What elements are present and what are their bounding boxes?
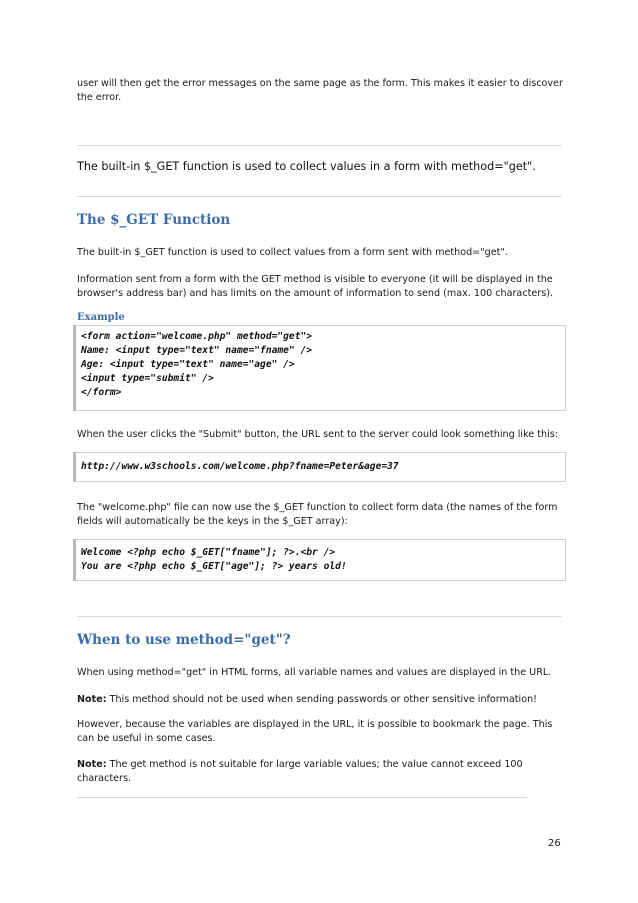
divider xyxy=(77,616,562,617)
code-line: </form> xyxy=(81,387,122,398)
intro-paragraph: user will then get the error messages on the same page as the form. This makes it easier to discover the error. xyxy=(77,78,563,103)
callout-text: The built-in $_GET function is used to collect values in a form with method="get". xyxy=(77,160,536,173)
paragraph: When using method="get" in HTML forms, all variable names and values are displayed in the URL. xyxy=(77,667,552,678)
code-block-form xyxy=(73,325,566,411)
divider xyxy=(77,196,562,197)
paragraph: When the user clicks the "Submit" button, the URL sent to the server could look something like this: xyxy=(77,429,558,440)
section-heading-get-function: The $_GET Function xyxy=(77,212,231,228)
code-block-url xyxy=(73,452,566,482)
code-line: Name: <input type="text" name="fname" /> xyxy=(81,345,313,356)
section-heading-when-to-use: When to use method="get"? xyxy=(77,632,291,648)
code-line: <form action="welcome.php" method="get"> xyxy=(81,331,313,342)
note-paragraph xyxy=(77,693,567,707)
note-label: Note: xyxy=(77,759,107,770)
note-text: The get method is not suitable for large variable values; the value cannot exceed 100 characters. xyxy=(77,759,523,784)
paragraph: However, because the variables are displayed in the URL, it is possible to bookmark the page. This can be useful in some cases. xyxy=(77,719,553,744)
example-label: Example xyxy=(77,312,125,323)
code-line: http://www.w3schools.com/welcome.php?fname=Peter&age=37 xyxy=(81,461,399,472)
paragraph: Information sent from a form with the GET method is visible to everyone (it will be displayed in the browser's address bar) and has limits on the amount of information to send (max. 100 characters). xyxy=(77,274,553,299)
code-line: <input type="submit" /> xyxy=(81,373,214,384)
code-block-welcome xyxy=(73,539,566,581)
paragraph: The "welcome.php" file can now use the $_GET function to collect form data (the names of the form fields will automatically be the keys in the $_GET array): xyxy=(77,502,558,527)
note-paragraph xyxy=(77,758,567,786)
divider xyxy=(77,145,562,146)
code-line: Age: <input type="text" name="age" /> xyxy=(81,359,295,370)
page-number: 26 xyxy=(548,838,561,849)
note-text: This method should not be used when sending passwords or other sensitive information! xyxy=(106,694,538,705)
paragraph: The built-in $_GET function is used to collect values from a form sent with method="get". xyxy=(77,247,508,258)
code-line: You are <?php echo $_GET["age"]; ?> years old! xyxy=(81,561,347,572)
code-line: Welcome <?php echo $_GET["fname"]; ?>.<br /> xyxy=(81,547,336,558)
note-label: Note: xyxy=(77,694,107,705)
divider xyxy=(77,797,527,798)
